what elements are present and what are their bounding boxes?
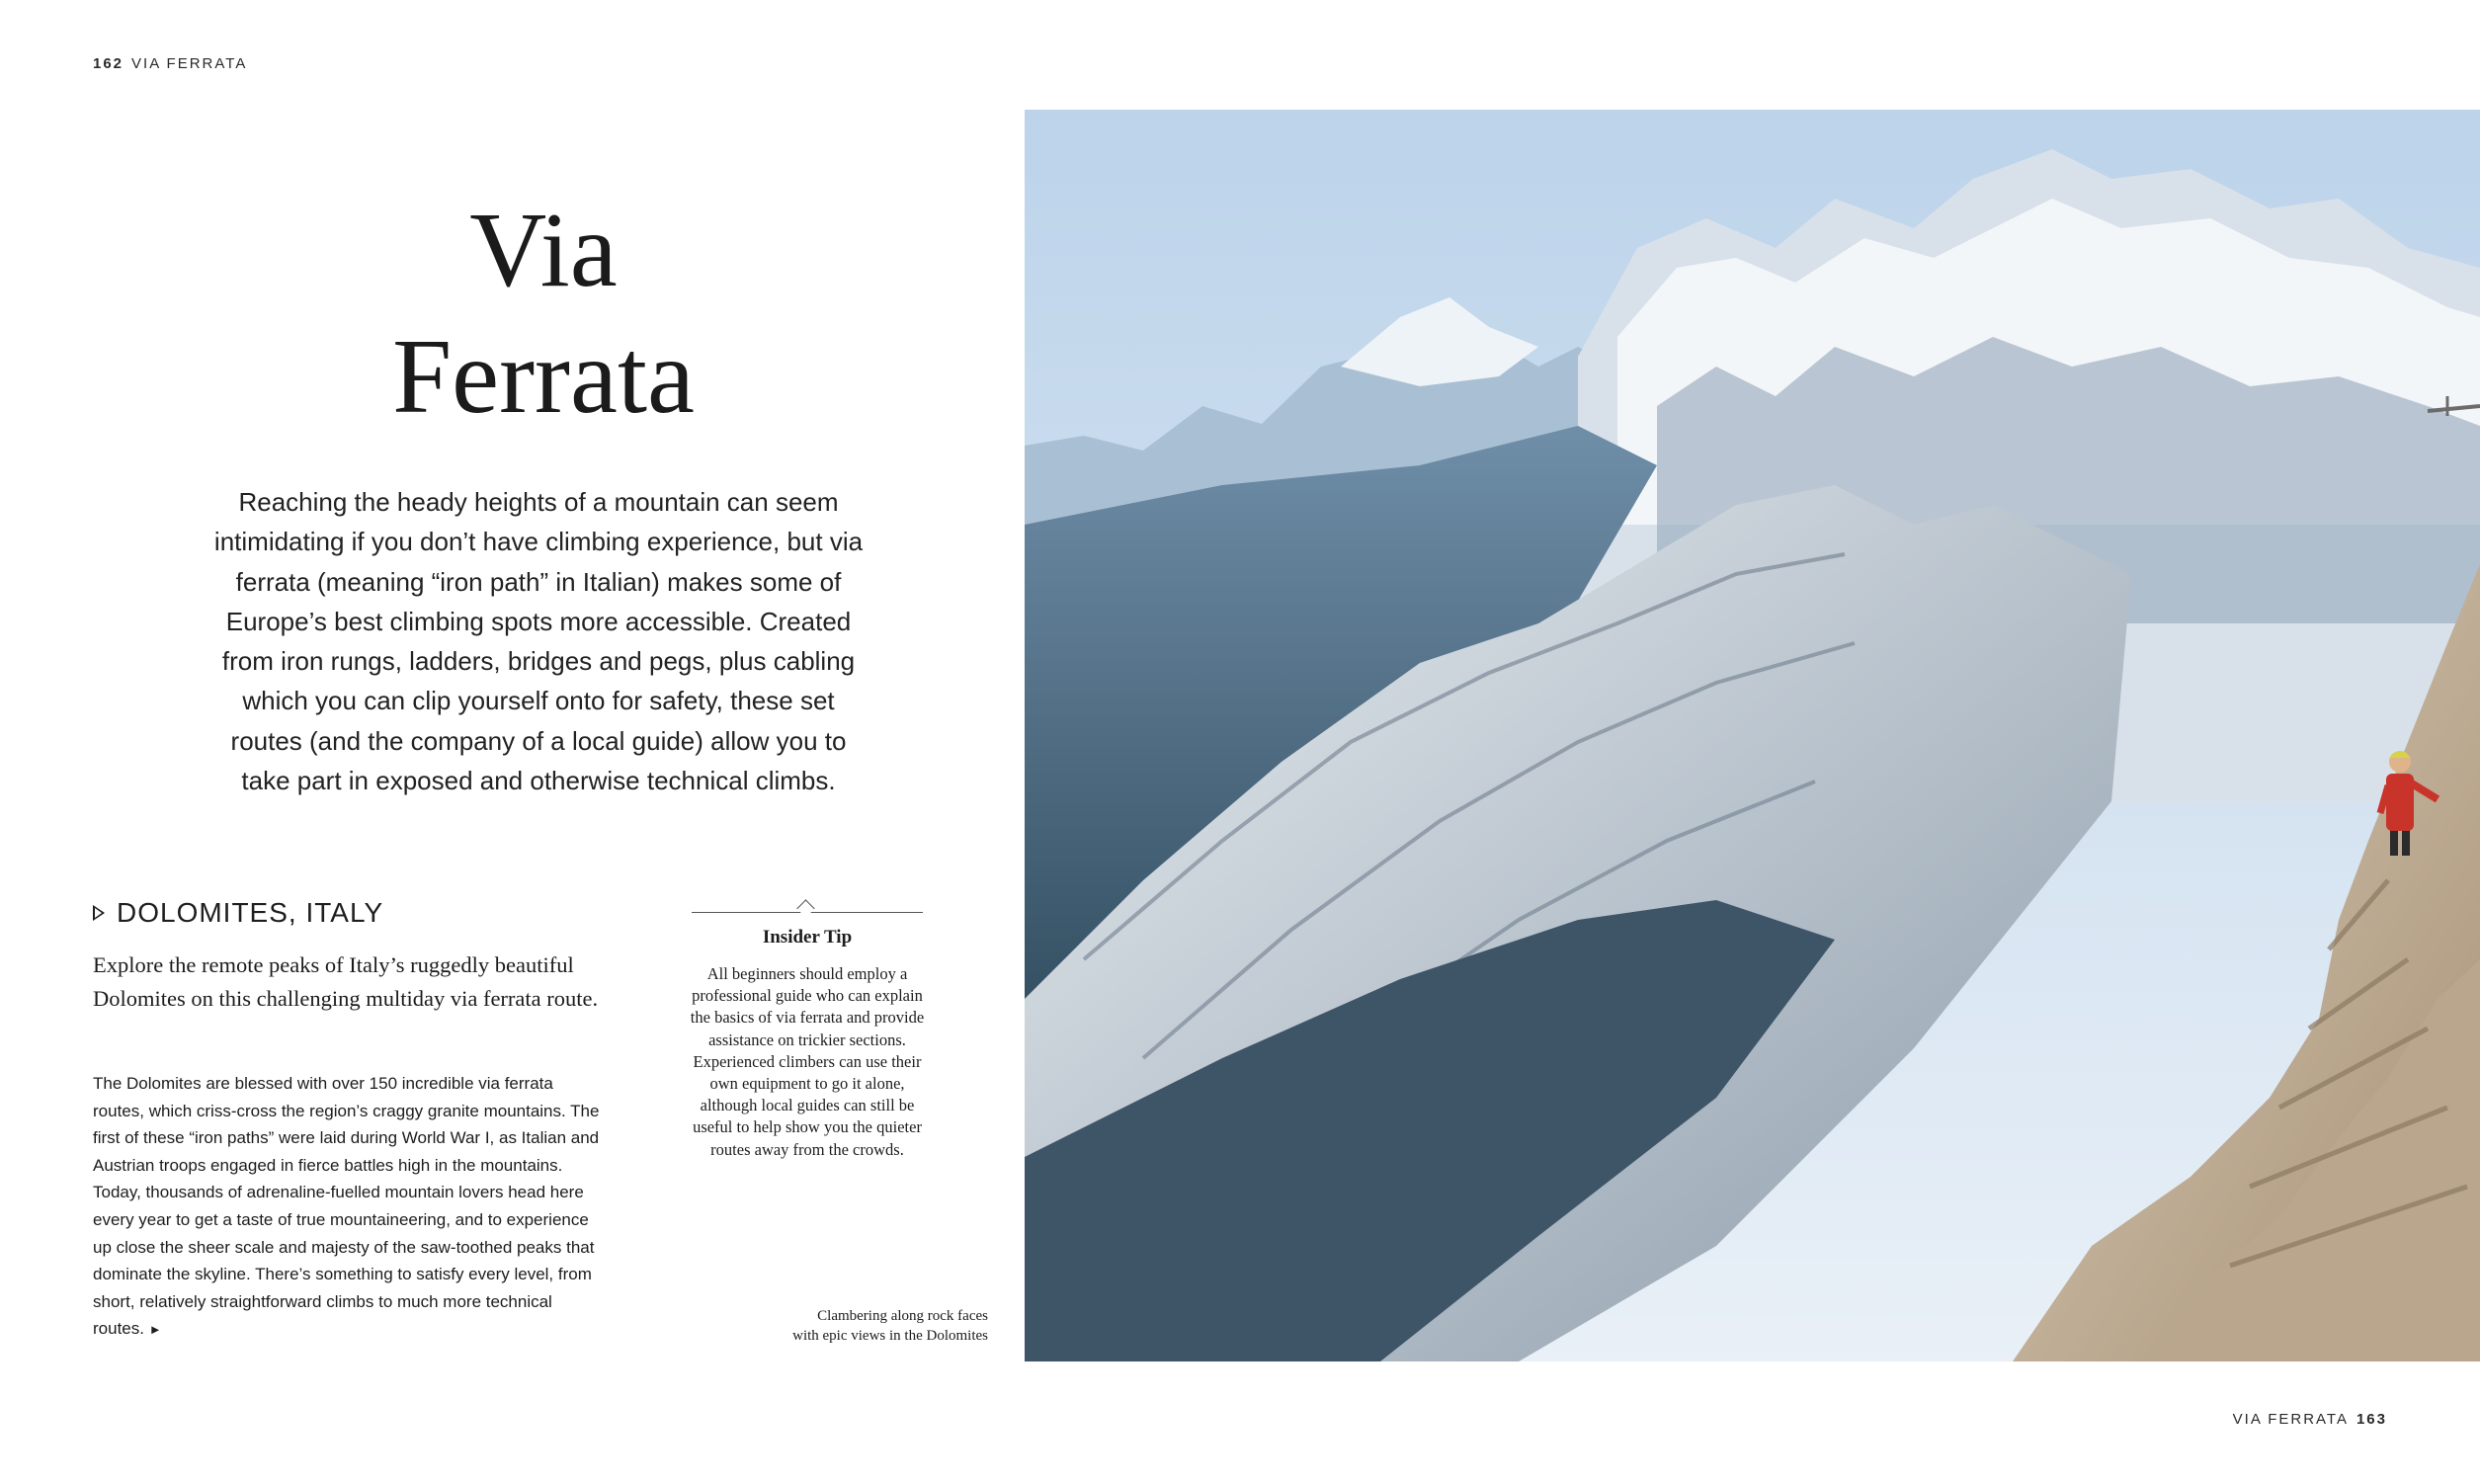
right-running-head-text: VIA FERRATA xyxy=(2232,1411,2349,1428)
photo-caption: Clambering along rock faces with epic views in the Dolomites xyxy=(792,1308,988,1344)
article-title-line1: Via xyxy=(469,192,618,309)
right-running-head xyxy=(2233,1411,2387,1428)
right-page-number: 163 xyxy=(2356,1411,2387,1428)
section-heading-text: DOLOMITES, ITALY xyxy=(117,897,384,928)
section-heading xyxy=(93,897,383,929)
insider-tip-title: Insider Tip xyxy=(762,927,853,948)
left-running-head xyxy=(93,55,247,72)
section-lead: Explore the remote peaks of Italy’s ruggedly beautiful Dolomites on this challenging multiday via ferrata route. xyxy=(93,952,599,1011)
left-running-head-text: VIA FERRATA xyxy=(131,55,248,72)
section-body xyxy=(93,1070,602,1344)
left-page-number: 162 xyxy=(93,55,124,72)
section-body-text: The Dolomites are blessed with over 150 incredible via ferrata routes, which criss-cross the region’s craggy granite mountains. The first of these “iron paths” were laid during World War I, as Italian and Austrian troops engaged in fierce battles high in the mountains. Today, thousands of adrenaline-fuelled mountain lovers head here every year to get a taste of true mountaineering, and to experience up close the sheer scale and majesty of the saw-toothed peaks that dominate the skyline. There’s something to satisfy every level, from short, relatively straightforward climbs to much more technical routes. xyxy=(93,1074,600,1339)
continue-arrow-icon: ► xyxy=(148,1322,162,1338)
article-title-line2: Ferrata xyxy=(392,318,695,436)
mountain-photo xyxy=(1025,110,2480,1361)
article-title xyxy=(227,188,860,441)
triangle-marker-icon xyxy=(93,905,105,921)
insider-tip-text: All beginners should employ a professional guide who can explain the basics of via ferrata and provide assistance on trickier sections. Experienced climbers can use their own equipment to go it alone, although local guides can still be useful to help show you the quieter routes away from the crowds. xyxy=(690,964,925,1159)
intro-paragraph: Reaching the heady heights of a mountain can seem intimidating if you don’t have climbing experience, but via ferrata (meaning “iron path” in Italian) makes some of Europe’s best climbing spots more accessible. Created from iron rungs, ladders, bridges and pegs, plus cabling which you can clip yourself onto for safety, these set routes (and the company of a local guide) allow you to take part in exposed and otherwise technical climbs. xyxy=(213,487,864,796)
insider-tip-caret-icon xyxy=(796,899,814,917)
